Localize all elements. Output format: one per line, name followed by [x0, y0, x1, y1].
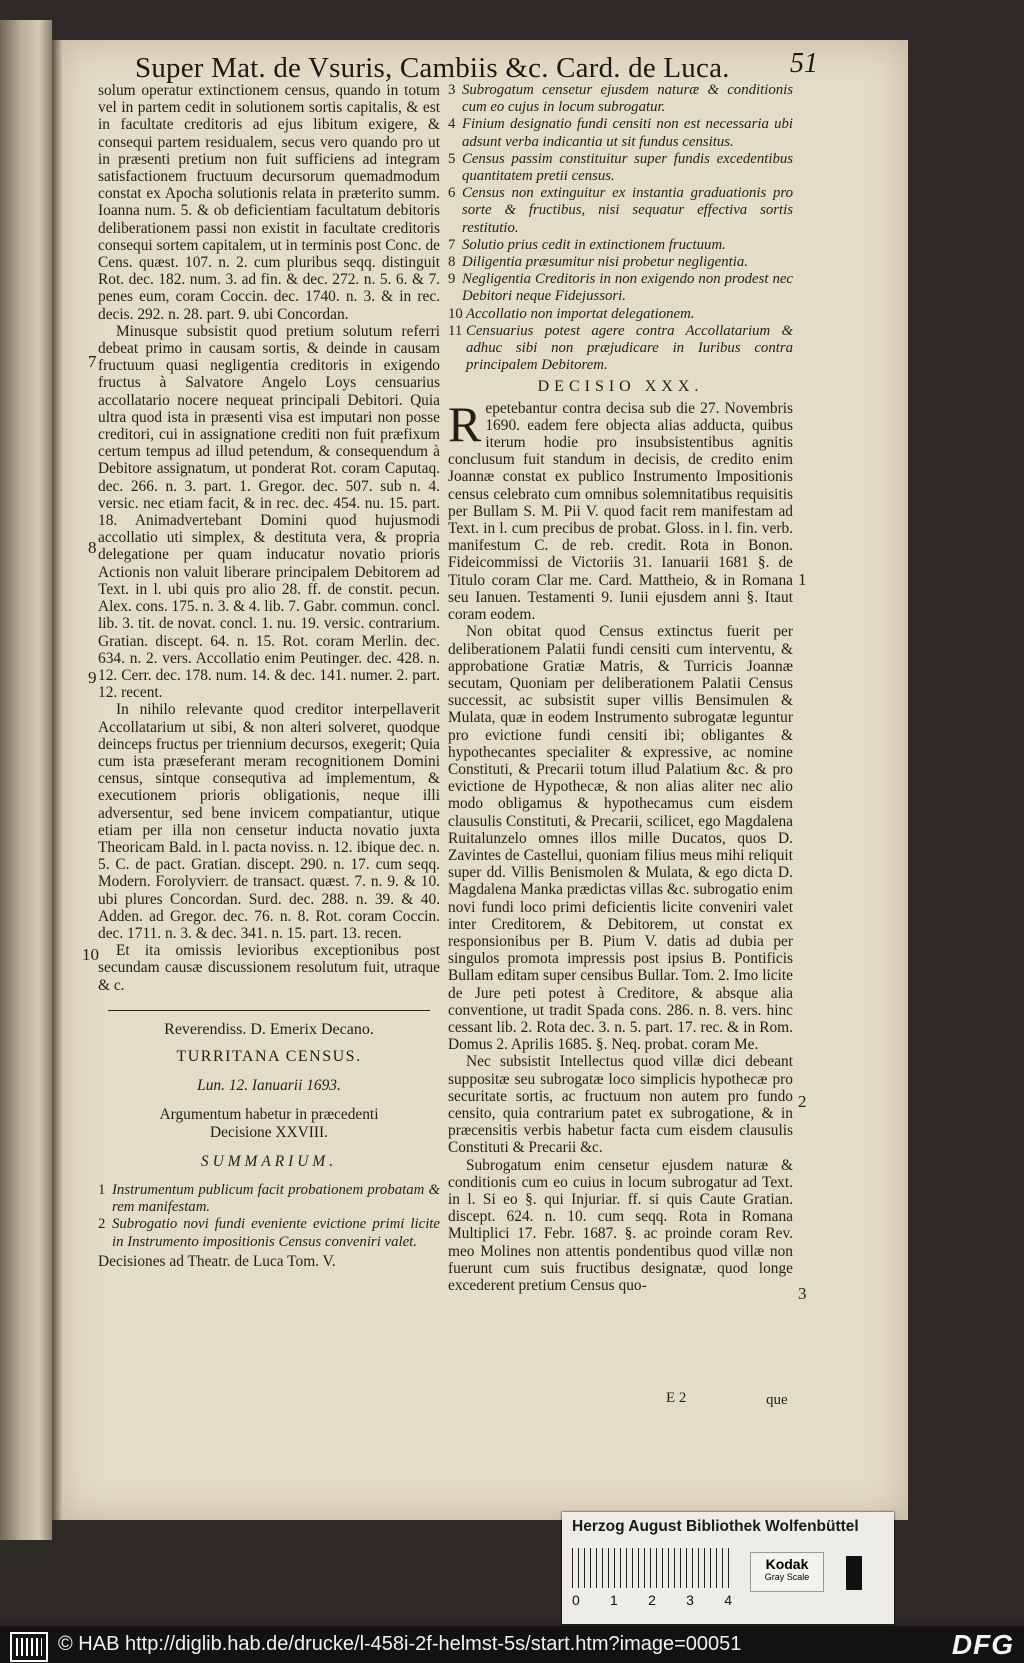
- left-paragraph-2: Minusque subsistit quod pretium solutum referri debeat primo in causam sortis, & deinde in causam fructuum quasi negligentia creditoris in exigendo fructus à Salvatore Angelo Loys censuarius accollatario nocere nequeat principali Debitori. Quia ultra quod ista in præsenti visa est imputari non posse creditori, cui in assignatione crediti non fuit præfixum certum tempus ad illud petendum, & consequendum à Debitore assignatum, ut ponderat Rot. coram Caputaq. dec. 266. n. 3. part. 1. Gregor. dec. 507. sub n. 4. versic. nec etiam facit, & in rec. dec. 454. nu. 15. part. 18. Animadvertebant Domini quod hujusmodi accollatio uti simplex, & destituta vera, & propria delegatione per quam inducatur novatio prioris Actionis non valuit liberare principalem Debitorem ad Text. in l. ubi quis pro alio 28. ff. de constit. pecun. Alex. cons. 175. n. 3. & 4. lib. 7. Gabr. commun. concl. lib. 3. tit. de novat. concl. 1. nu. 19. versic. contrarium. Gratian. discept. 64. n. 15. Rot. coram Merlin. dec. 634. n. 2. vers. Accollatio enim Peutinger. dec. 428. n. 12. Cerr. dec. 178. num. 14. & dec. 141. numer. 2. part. 12. recent.: [98, 322, 440, 702]
- left-column: [98, 82, 440, 1270]
- running-title: Super Mat. de Vsuris, Cambiis &c. Card. de Luca.: [135, 52, 730, 84]
- previous-page-edge: [0, 20, 52, 1540]
- summarium-item: [448, 254, 793, 271]
- margin-number: 3: [798, 1284, 807, 1303]
- color-calibration-target: [562, 1512, 894, 1624]
- summarium-number: 11: [448, 322, 463, 339]
- copyright-url[interactable]: © HAB http://diglib.hab.de/drucke/l-458i-2f-helmst-5s/start.htm?image=00051: [58, 1633, 742, 1655]
- summarium-item: [98, 1182, 440, 1216]
- margin-number: 10: [82, 945, 99, 964]
- summarium-number: 5: [448, 150, 456, 167]
- catchword: que: [766, 1392, 788, 1408]
- summarium-item: [448, 237, 793, 254]
- scale-label: 3: [686, 1592, 694, 1608]
- summarium-number: 1: [98, 1181, 106, 1198]
- decisio-heading: DECISIO XXX.: [537, 378, 704, 396]
- summarium-text: Diligentia præsumitur nisi probetur negligentia.: [462, 254, 748, 271]
- right-paragraph-1: epetebantur contra decisa sub die 27. Novembris 1690. eadem fere objecta alias adducta, quibus iterum hodie pro insubsistentibus agnitis conclusum fuit standum in decisis, de credito enim Joannæ constat ex publico Instrumento Impositionis census celebrato cum omnibus solemnitatibus requisitis per Bullam S. M. Pii V. quod facit rem manifestam ad Text. in l. cum precibus de probat. Gloss. in l. fin. verb. manifestum C. de reb. credit. Rota in Bonon. Fideicommissi de Victoriis 31. Ianuarii 1681 §. de Titulo coram Clar me. Card. Mattheio, & in Romana seu Ianuen. Testamenti 9. Iunii ejusdem anni §. Itaut coram eodem.: [448, 399, 793, 624]
- summarium-text: Census passim constituitur super fundis excedentibus quantitatem pretii census.: [462, 150, 793, 185]
- section-divider: [108, 1010, 430, 1011]
- barcode-logo-icon: [10, 1632, 48, 1662]
- left-paragraph-3: In nihilo relevante quod creditor interpellaverit Accollatarium ut sibi, & non alteri solveret, quodque deinceps fructus per triennium decursos, exegerit; Quia cum ista præseferant meram recognitionem Domini census, sintque consequtiva ad implementum, & executionem prioris obligationis, neque illi adversentur, sed bene invicem compatiantur, utique etiam per illa non censetur inducta novatio juxta Theoricam Bald. in l. pacta noviss. n. 12. ibique dec. n. 5. C. de pact. Gratian. discept. 290. n. 17. cum seqq. Modern. Forolyvierr. de transact. quæst. 7. n. 9. & 10. ubi plures Concordan. Surd. dec. 288. n. 39. & 40. Adden. ad Gregor. dec. 76. n. 8. Rot. coram Coccin. dec. 1711. n. 3. & dec. 341. n. 15. part. 13. recen.: [98, 701, 440, 942]
- kodak-gray-scale-label: [750, 1552, 824, 1592]
- margin-number: 7: [88, 352, 97, 371]
- summarium-item: [448, 116, 793, 150]
- summarium-number: 2: [98, 1216, 106, 1233]
- summarium-number: 3: [448, 82, 456, 98]
- summarium-text: Negligentia Creditoris in non exigendo non prodest nec Debitori neque Fidejussori.: [462, 271, 793, 305]
- summarium-number: 6: [448, 185, 456, 202]
- kodak-brand: Kodak: [765, 1556, 809, 1572]
- kodak-subtitle: Gray Scale: [764, 1572, 810, 1582]
- right-paragraph-2: Non obitat quod Census extinctus fuerit per deliberationem Palatii fundi censiti cum interventu, & approbatione Gratiæ Matris, & Turricis Joannæ secutam, Quoniam per deliberationem Palatii Census successit, ac subsistit super villis Bensimulen & Mulata, quæ in eodem Instrumento subrogatæ leguntur pro evictione fundi censiti ibi; obligantes & hypothecantes specialiter & expressive, ac nomine Constituti, & Precarii totum illud Palatium &c. & pro evictione de Hypothecæ, & non alias aliter nec alio modo obligamus & hypothecamus cum eisdem clausulis Constituti, & Precarii, scilicet, ego Magdalena Ruitalunzelo omnes illos mille Ducatos, quos D. Zavintes de Castellui, quoniam filius meus mihi reliquit super dd. Villis Benismolen & Mulata, & ego dicta D. Magdalena Manka prædictas villas &c. subrogatio enim novi fundi loco primi deficientis licite conveniri valet inter Creditorem, & Debitorem, ut constat ex responsionibus per B. Pium V. datis ad dubia per singulos promota impressis post ipsius B. Pontificis Bullam editam super censibus Bullar. Tom. 2. Imo licite de Jure peti potest à Creditore, & absque alia conventione, ut tradit Spada cons. 286. n. 8. vers. hinc cessant lib. 2. Rota dec. 3. n. 5. part. 17. rec. & in Rom. Domus 2. Aprilis 1685. §. Neq. probat. coram Me.: [448, 623, 793, 1054]
- summarium-number: 4: [448, 116, 456, 133]
- summarium-text: Censuarius potest agere contra Accollatarium & adhuc sibi non præjudicare in Iuribus contra principalem Debitorem.: [466, 322, 793, 374]
- summarium-item: [448, 82, 793, 116]
- summarium-item: [448, 306, 793, 323]
- summarium-text: Subrogatum censetur ejusdem naturæ & conditionis cum eo cujus in locum subrogatur.: [462, 82, 793, 116]
- summarium-text: Solutio prius cedit in extinctionem fructuum.: [462, 236, 726, 253]
- scale-label: 1: [610, 1592, 618, 1608]
- summarium-item: [448, 271, 793, 305]
- page-number: 51: [790, 48, 818, 79]
- scale-labels: [572, 1592, 732, 1608]
- summarium-number: 8: [448, 254, 456, 271]
- summarium-text: Census non extinguitur ex instantia graduationis pro sorte & fructibus, nisi sequatur effectiva sortis restitutio.: [462, 185, 793, 236]
- summarium-number: 7: [448, 236, 456, 253]
- left-paragraph-4: Et ita omissis levioribus exceptionibus post secundam causæ discussionem resolutum fuit, utraque & c.: [98, 942, 440, 994]
- summarium-item: [448, 185, 793, 237]
- margin-number: 9: [88, 668, 97, 687]
- dfg-logo: DFG: [951, 1629, 1014, 1660]
- right-paragraph-3: Nec subsistit Intellectus quod villæ dici debeant suppositæ seu subrogatæ loco simplicis hypothecæ pro securitate sortis, ac fructuum non autem pro fundo censito, quia contrarium patet ex subrogatione, & in præcensitis verbis habetur facta cum eisdem clausulis Constituti & Precarii &c.: [448, 1053, 793, 1157]
- case-title: TURRITANA CENSUS.: [176, 1047, 362, 1065]
- summarium-text: Finium designatio fundi censiti non est necessaria ubi adsunt verba indicantia ut sit fundus censitus.: [462, 116, 793, 150]
- margin-number: 1: [798, 570, 807, 589]
- scale-label: 0: [572, 1592, 580, 1608]
- summarium-number: 9: [448, 271, 456, 288]
- scale-label: 2: [648, 1592, 656, 1608]
- summarium-heading: SUMMARIUM.: [200, 1152, 338, 1170]
- case-date: Lun. 12. Ianuarii 1693.: [197, 1077, 341, 1095]
- ruler-scale: [572, 1548, 732, 1608]
- summarium-text: Subrogatio novi fundi eveniente evictione primi licite in Instrumento impositionis Census conveniri valet.: [112, 1216, 440, 1250]
- catchline: Decisiones ad Theatr. de Luca Tom. V.: [98, 1252, 336, 1270]
- margin-number: 2: [798, 1092, 807, 1111]
- library-name: Herzog August Bibliothek Wolfenbüttel: [572, 1518, 859, 1535]
- signature-mark: E 2: [666, 1390, 687, 1406]
- page-gutter: [52, 40, 62, 1520]
- summarium-text: Accollatio non importat delegationem.: [466, 305, 695, 322]
- right-paragraph-4: Subrogatum enim censetur ejusdem naturæ & conditionis cum eo cuius in locum subrogatur ad Text. in l. Si eo §. qui Injuriar. ff. si quis Caute Gratian. discept. 624. n. 10. cum seqq. Rota in Romana Multiplici 17. Febr. 1687. §. ac proinde coram Rev. meo Molines non attentis pondentibus quod villæ non fuerunt cum suis fructibus designatæ, quod longe excederent pretium Census quo-: [448, 1156, 793, 1295]
- summarium-number: 10: [448, 305, 463, 322]
- drop-cap: R: [448, 395, 482, 452]
- left-paragraph-1: solum operatur extinctionem census, quando in totum vel in partem cedit in solutionem sortis capitalis, & est in facultate creditoris ad ejus libitum exigere, & consequi partem residualem, secus vero quando pro ut in præsenti pretium non fuit sufficiens ad integram satisfactionem fructuum decursorum quemadmodum constat ex Apocha solutionis relata in præterito summ. Ioanna num. 5. & ob deficientiam facultatum debitoris deliberationem passi non existit in facultate creditoris consequi sortem capitalem, ut in terminis post Conc. de Cens. quæst. 107. n. 2. cum pluribus seqq. distinguit Rot. dec. 182. num. 3. ad fin. & dec. 272. n. 5. 6. & 7. penes eum, coram Coccin. dec. 1740. n. 3. & in rec. decis. 292. n. 28. part. 9. ubi Concordan.: [98, 82, 440, 323]
- scale-label: 4: [724, 1592, 732, 1608]
- black-patch: [846, 1556, 862, 1590]
- summarium-text: Instrumentum publicum facit probationem probatam & rem manifestam.: [112, 1181, 440, 1216]
- presider: Reverendiss. D. Emerix Decano.: [164, 1020, 374, 1038]
- argument-note: Argumentum habetur in præcedenti Decisione XXVIII.: [159, 1106, 379, 1141]
- footer-bar: [0, 1626, 1024, 1663]
- summarium-item: [448, 151, 793, 185]
- summarium-item: [448, 323, 793, 375]
- summarium-item: [98, 1216, 440, 1250]
- right-column: [448, 82, 793, 1294]
- margin-number: 8: [88, 538, 97, 557]
